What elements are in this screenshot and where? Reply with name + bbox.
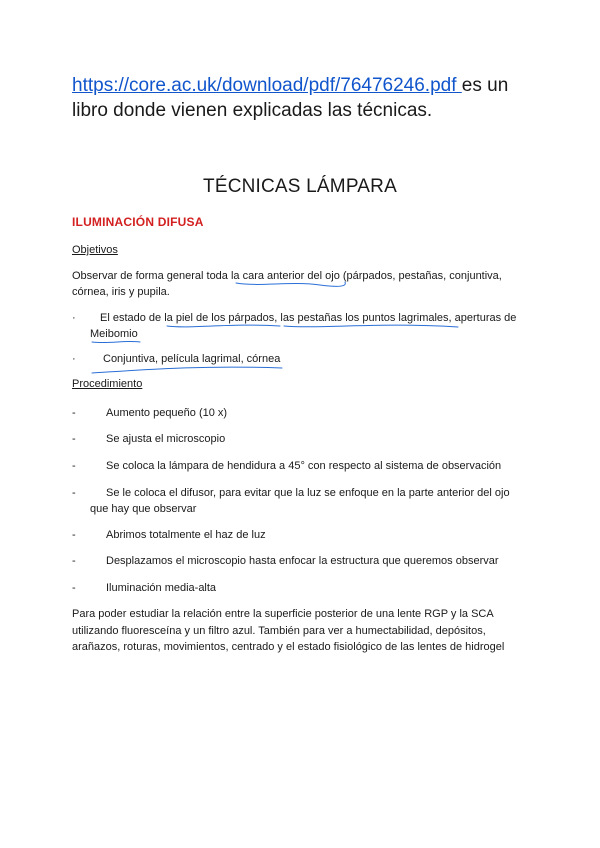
list-item [72,553,532,569]
step-mark: - [72,555,76,567]
list-item [72,485,532,517]
page-title: TÉCNICAS LÁMPARA [203,176,397,197]
step-mark: - [72,582,76,594]
step-text-continuation: que hay que observar [90,503,197,515]
list-item [72,310,532,342]
list-item [72,405,532,421]
step-mark: - [72,433,76,445]
annotation-underline-conjuntiva [92,367,282,373]
procedimiento-heading: Procedimiento [72,378,143,390]
objetivos-paragraph: Observar de forma general toda la cara anterior del ojo (párpados, pestañas, conjuntiva, córnea, iris y pupila. [72,270,502,298]
closing-paragraph: Para poder estudiar la relación entre la superficie posterior de una lente RGP y la SCA utilizando fluoresceína y un filtro azul. También para ver a humectabilidad, depósitos, arañazos, roturas, movimientos, centrado y el estado fisiológico de las lentes de hidrogel [72,608,505,653]
step-text: Desplazamos el microscopio hasta enfocar la estructura que queremos observar [106,555,499,567]
section-heading: ILUMINACIÓN DIFUSA [72,215,204,229]
list-item [72,431,532,447]
step-text: Se coloca la lámpara de hendidura a 45° con respecto al sistema de observación [106,460,502,472]
step-text: Se le coloca el difusor, para evitar que la luz se enfoque en la parte anterior del ojo [106,487,510,499]
bullet-text: El estado de la piel de los párpados, las pestañas los puntos lagrimales, aperturas de [100,312,517,324]
intro-note [72,73,542,123]
step-text: Aumento pequeño (10 x) [106,407,228,419]
bullet-text: Conjuntiva, película lagrimal, córnea [103,353,281,365]
step-mark: - [72,487,76,499]
step-text: Iluminación media-alta [106,582,217,594]
bullet-mark: · [72,353,76,365]
bullet-text-continuation: Meibomio [90,328,138,340]
pdf-link[interactable]: https://core.ac.uk/download/pdf/76476246.pdf [72,75,462,96]
step-mark: - [72,407,76,419]
step-text: Abrimos totalmente el haz de luz [106,529,266,541]
step-mark: - [72,460,76,472]
intro-text: es un libro donde vienen explicadas las técnicas. [72,75,509,121]
step-text: Se ajusta el microscopio [106,433,226,445]
list-item [72,458,532,474]
bullet-mark: · [72,312,76,324]
list-item [72,580,532,596]
step-mark: - [72,529,76,541]
list-item [72,527,532,543]
list-item [72,351,532,367]
objetivos-heading: Objetivos [72,244,118,256]
